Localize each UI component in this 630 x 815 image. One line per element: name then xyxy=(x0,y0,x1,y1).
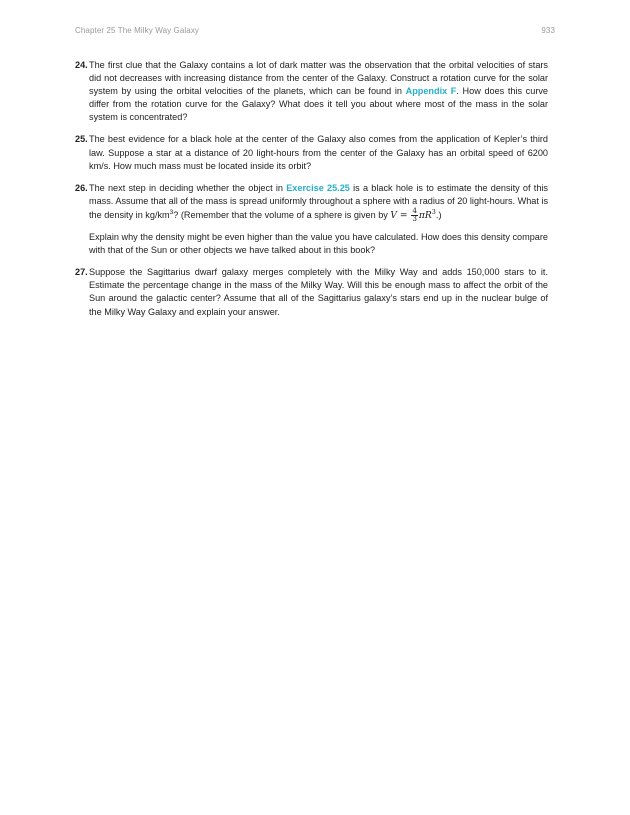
formula-pi-r: πR xyxy=(418,210,432,221)
exercise-text-segment: is a black hole is to estimate the density of this mass. Assume that all of the mass is spread uniformly throughout a sphere with a radius of 20 light-hours. What is the density in kg/km xyxy=(89,182,549,220)
exercise-list xyxy=(75,59,548,328)
exercise-text-paragraph-2: Explain why the density might be even higher than the value you have calculated. How does this density compare with that of the Sun or other objects we have talked about in this book? xyxy=(89,232,548,256)
exercise-24 xyxy=(75,59,548,124)
exercise-number: 27. xyxy=(75,267,88,278)
formula-exponent: 3 xyxy=(431,207,436,216)
exercise-25 xyxy=(75,133,548,172)
sphere-volume-formula xyxy=(390,206,436,223)
exercise-text-segment: ? (Remember that the volume of a sphere is given by xyxy=(173,209,391,220)
fraction-denominator: 3 xyxy=(412,214,417,223)
unit-exponent: 3 xyxy=(169,208,174,216)
exercise-text-segment: The next step in deciding whether the object in xyxy=(89,182,287,193)
exercise-27 xyxy=(75,266,548,318)
formula-fraction xyxy=(411,208,417,223)
exercise-26 xyxy=(75,182,548,257)
exercise-number: 25. xyxy=(75,134,88,145)
exercise-text-segment: The first clue that the Galaxy contains a lot of dark matter was the observation that the orbital velocities of stars did not decreases with increasing distance from the center of the Galaxy. Construct a rotation curve for the solar system by using the orbital velocities of the planets, which can be found in xyxy=(89,60,548,97)
exercise-text xyxy=(89,59,548,124)
exercise-25-25-link[interactable]: Exercise 25.25 xyxy=(286,182,350,193)
appendix-f-link[interactable]: Appendix F xyxy=(405,86,457,97)
exercise-text-segment: .) xyxy=(435,209,442,220)
page-header xyxy=(75,26,555,38)
running-header-chapter: Chapter 25 The Milky Way Galaxy xyxy=(75,26,200,35)
exercise-text: The best evidence for a black hole at the center of the Galaxy also comes from the application of Kepler’s third law. Suppose a star at a distance of 20 light-hours from the center of the Galaxy has an orbital speed of 6200 km/s. How much mass must be located inside its orbit? xyxy=(89,134,548,171)
exercise-number: 26. xyxy=(75,182,88,193)
formula-variable-v: V xyxy=(390,210,397,221)
exercise-text: Suppose the Sagittarius dwarf galaxy merges completely with the Milky Way and adds 150,000 stars to it. Estimate the percentage change in the mass of the Milky Way. Will this be enough mass to affect the orbit of the Sun around the galactic center? Assume that all of the Sagittarius galaxy’s stars end up in the nuclear bulge of the Milky Way Galaxy and explain your answer. xyxy=(89,267,548,317)
exercise-text-segment: . How does this curve differ from the rotation curve for the Galaxy? What does it tell you about where most of the mass in the solar system is concentrated? xyxy=(89,86,548,123)
exercise-number: 24. xyxy=(75,60,88,70)
exercise-text xyxy=(89,182,548,223)
formula-equals: = xyxy=(399,210,408,221)
page-number: 933 xyxy=(541,26,555,35)
fraction-numerator: 4 xyxy=(412,206,417,215)
